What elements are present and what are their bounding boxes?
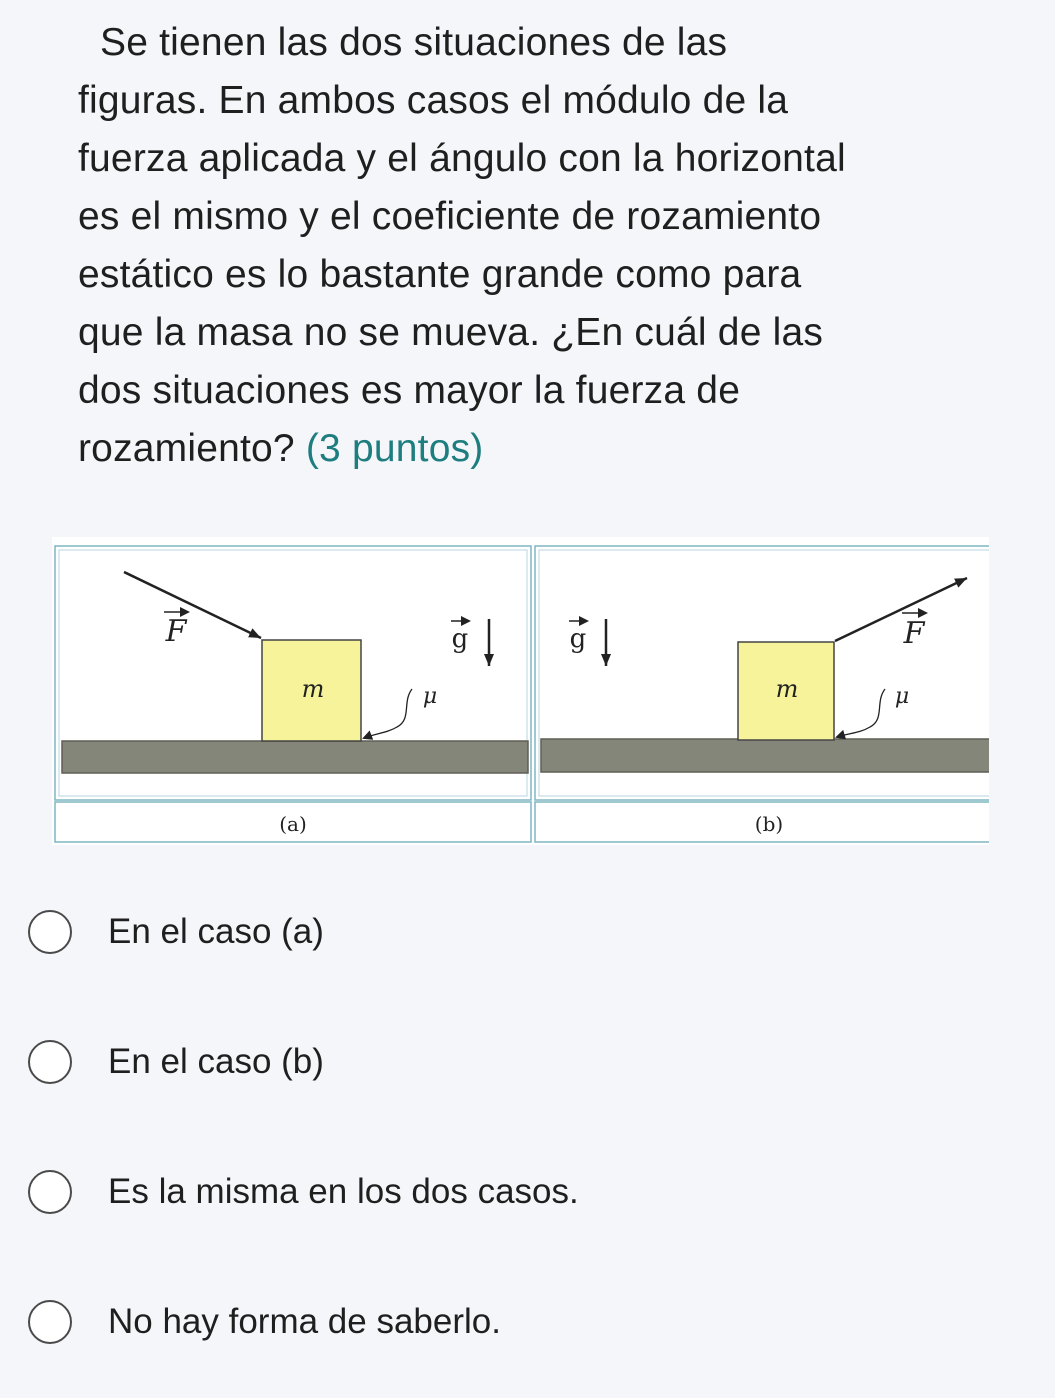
panel-b-mass-label: m xyxy=(775,675,799,703)
panel-b-gravity-label: g xyxy=(569,624,587,654)
panel-b xyxy=(535,546,989,842)
panel-a-mass-label: m xyxy=(301,675,325,703)
option-label: No hay forma de saberlo. xyxy=(108,1302,501,1341)
points-label: (3 puntos) xyxy=(305,427,484,470)
panel-b-caption: (b) xyxy=(754,812,784,836)
panel-a-friction-label: μ xyxy=(422,684,438,709)
option-a[interactable] xyxy=(28,902,928,962)
panel-a xyxy=(55,546,531,842)
question-line: figuras. En ambos casos el módulo de la xyxy=(78,79,789,122)
panel-a-ground xyxy=(62,741,528,773)
option-label: En el caso (a) xyxy=(108,912,324,951)
panel-a-gravity-label: g xyxy=(451,624,469,654)
radio-button-icon[interactable] xyxy=(28,1170,72,1214)
option-label: En el caso (b) xyxy=(108,1042,324,1081)
option-label: Es la misma en los dos casos. xyxy=(108,1172,579,1211)
physics-figure xyxy=(52,537,989,845)
radio-button-icon[interactable] xyxy=(28,910,72,954)
panel-a-force-label: F xyxy=(165,614,187,649)
question-line: Se tienen las dos situaciones de las xyxy=(100,21,728,64)
panel-b-force-label: F xyxy=(903,616,925,651)
panel-a-caption: (a) xyxy=(279,812,307,836)
panel-a-force-arrow xyxy=(124,572,261,638)
question-line: fuerza aplicada y el ángulo con la horizontal xyxy=(78,137,846,180)
question-tail: rozamiento? xyxy=(78,427,295,470)
question-line-last xyxy=(78,420,998,478)
question-line: dos situaciones es mayor la fuerza de xyxy=(78,369,741,412)
question-line: es el mismo y el coeficiente de rozamiento xyxy=(78,195,822,238)
panel-b-friction-label: μ xyxy=(894,684,910,709)
question-text xyxy=(78,14,998,478)
panel-b-ground xyxy=(541,739,989,772)
panel-b-friction-pointer xyxy=(837,689,885,737)
option-same[interactable] xyxy=(28,1162,928,1222)
option-b[interactable] xyxy=(28,1032,928,1092)
radio-button-icon[interactable] xyxy=(28,1300,72,1344)
radio-button-icon[interactable] xyxy=(28,1040,72,1084)
question-line: estático es lo bastante grande como para xyxy=(78,253,802,296)
panel-b-force-arrow xyxy=(835,578,967,641)
panel-a-friction-pointer xyxy=(364,689,412,738)
option-unknown[interactable] xyxy=(28,1292,928,1352)
question-line: que la masa no se mueva. ¿En cuál de las xyxy=(78,311,824,354)
